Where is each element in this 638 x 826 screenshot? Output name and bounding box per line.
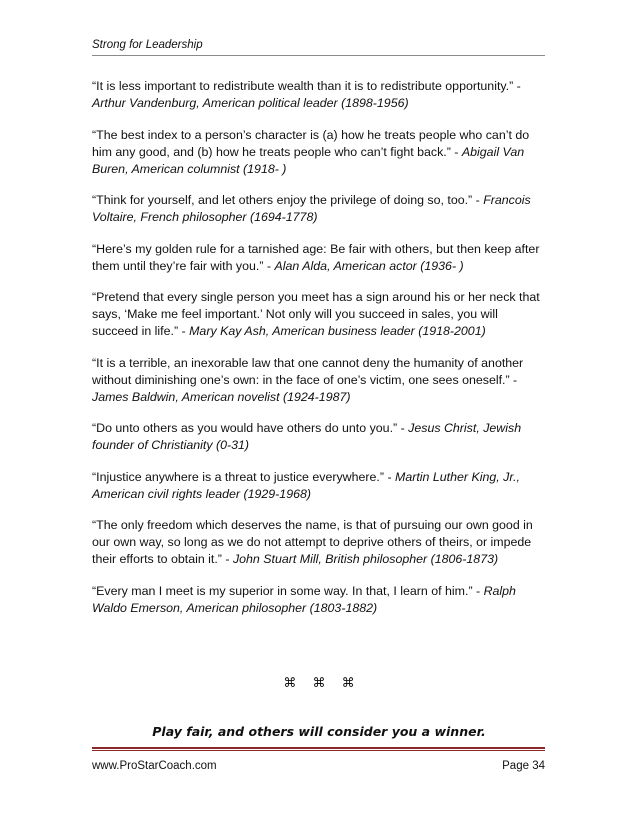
quote-text: “Do unto others as you would have others do unto you.” -	[92, 421, 409, 435]
quote-attribution: Abigail Van Buren, American columnist (1918- )	[92, 144, 525, 176]
quote-text: “Pretend that every single person you meet has a sign around his or her neck that says, ‘Make me feel important.’ Not only will you succeed in sales, you will succeed in life.” -	[92, 290, 540, 338]
page-footer	[92, 759, 545, 773]
quotes-list	[92, 78, 545, 631]
quote-attribution: Arthur Vandenburg, American political leader (1898-1956)	[92, 96, 409, 110]
document-title: Strong for Leadership	[92, 39, 203, 51]
quote-text: “Here’s my golden rule for a tarnished age: Be fair with others, but then keep after them until they’re fair with you.” -	[92, 241, 540, 273]
quote-text: “The best index to a person’s character is (a) how he treats people who can’t do him any good, and (b) how he treats people who can’t fight back.” -	[92, 127, 530, 159]
quote-text: “Think for yourself, and let others enjoy the privilege of doing so, too.” -	[92, 193, 484, 207]
quote-item	[92, 241, 545, 275]
page-header	[92, 38, 545, 56]
quote-item	[92, 289, 545, 340]
quote-attribution: Ralph Waldo Emerson, American philosopher (1803-1882)	[92, 583, 516, 615]
quote-attribution: Alan Alda, American actor (1936- )	[274, 258, 464, 273]
quote-item	[92, 420, 545, 454]
header-divider	[92, 55, 545, 56]
quote-item	[92, 355, 545, 406]
footer-divider	[92, 747, 545, 751]
quote-attribution: Jesus Christ, Jewish founder of Christianity (0-31)	[92, 421, 522, 452]
quote-text: “The only freedom which deserves the name, is that of pursuing our own good in our own way, so long as we do not attempt to deprive others of theirs, or impede their efforts to obtain it.” -	[92, 518, 533, 566]
quote-attribution: Francois Voltaire, French philosopher (1694-1778)	[92, 193, 531, 224]
quote-attribution: Mary Kay Ash, American business leader (1918-2001)	[189, 324, 486, 338]
quote-item	[92, 517, 545, 568]
quote-item	[92, 469, 545, 503]
section-separator	[0, 676, 638, 691]
closing-statement: Play fair, and others will consider you a winner.	[152, 724, 486, 739]
quote-item	[92, 127, 545, 178]
quote-text: “Injustice anywhere is a threat to justice everywhere.” -	[92, 469, 396, 484]
quote-text: “It is a terrible, an inexorable law that one cannot deny the humanity of another without diminishing one’s own: in the face of one’s victim, one sees oneself.” -	[92, 355, 524, 387]
quote-attribution: James Baldwin, American novelist (1924-1987)	[92, 389, 351, 404]
quote-attribution: Martin Luther King, Jr., American civil rights leader (1929-1968)	[92, 469, 520, 501]
page-number: Page 34	[502, 760, 545, 772]
quote-item	[92, 192, 545, 226]
quote-text: “Every man I meet is my superior in some way. In that, I learn of him.” -	[92, 583, 484, 598]
quote-item	[92, 78, 545, 112]
command-key-icon: ⌘	[312, 676, 326, 691]
quote-attribution: John Stuart Mill, British philosopher (1806-1873)	[232, 552, 499, 566]
command-key-icon: ⌘	[283, 676, 297, 691]
quote-item	[92, 583, 545, 617]
website-link[interactable]: www.ProStarCoach.com	[92, 760, 217, 772]
command-key-icon: ⌘	[341, 676, 355, 691]
quote-text: “It is less important to redistribute wealth than it is to redistribute opportunity.” -	[92, 79, 521, 93]
